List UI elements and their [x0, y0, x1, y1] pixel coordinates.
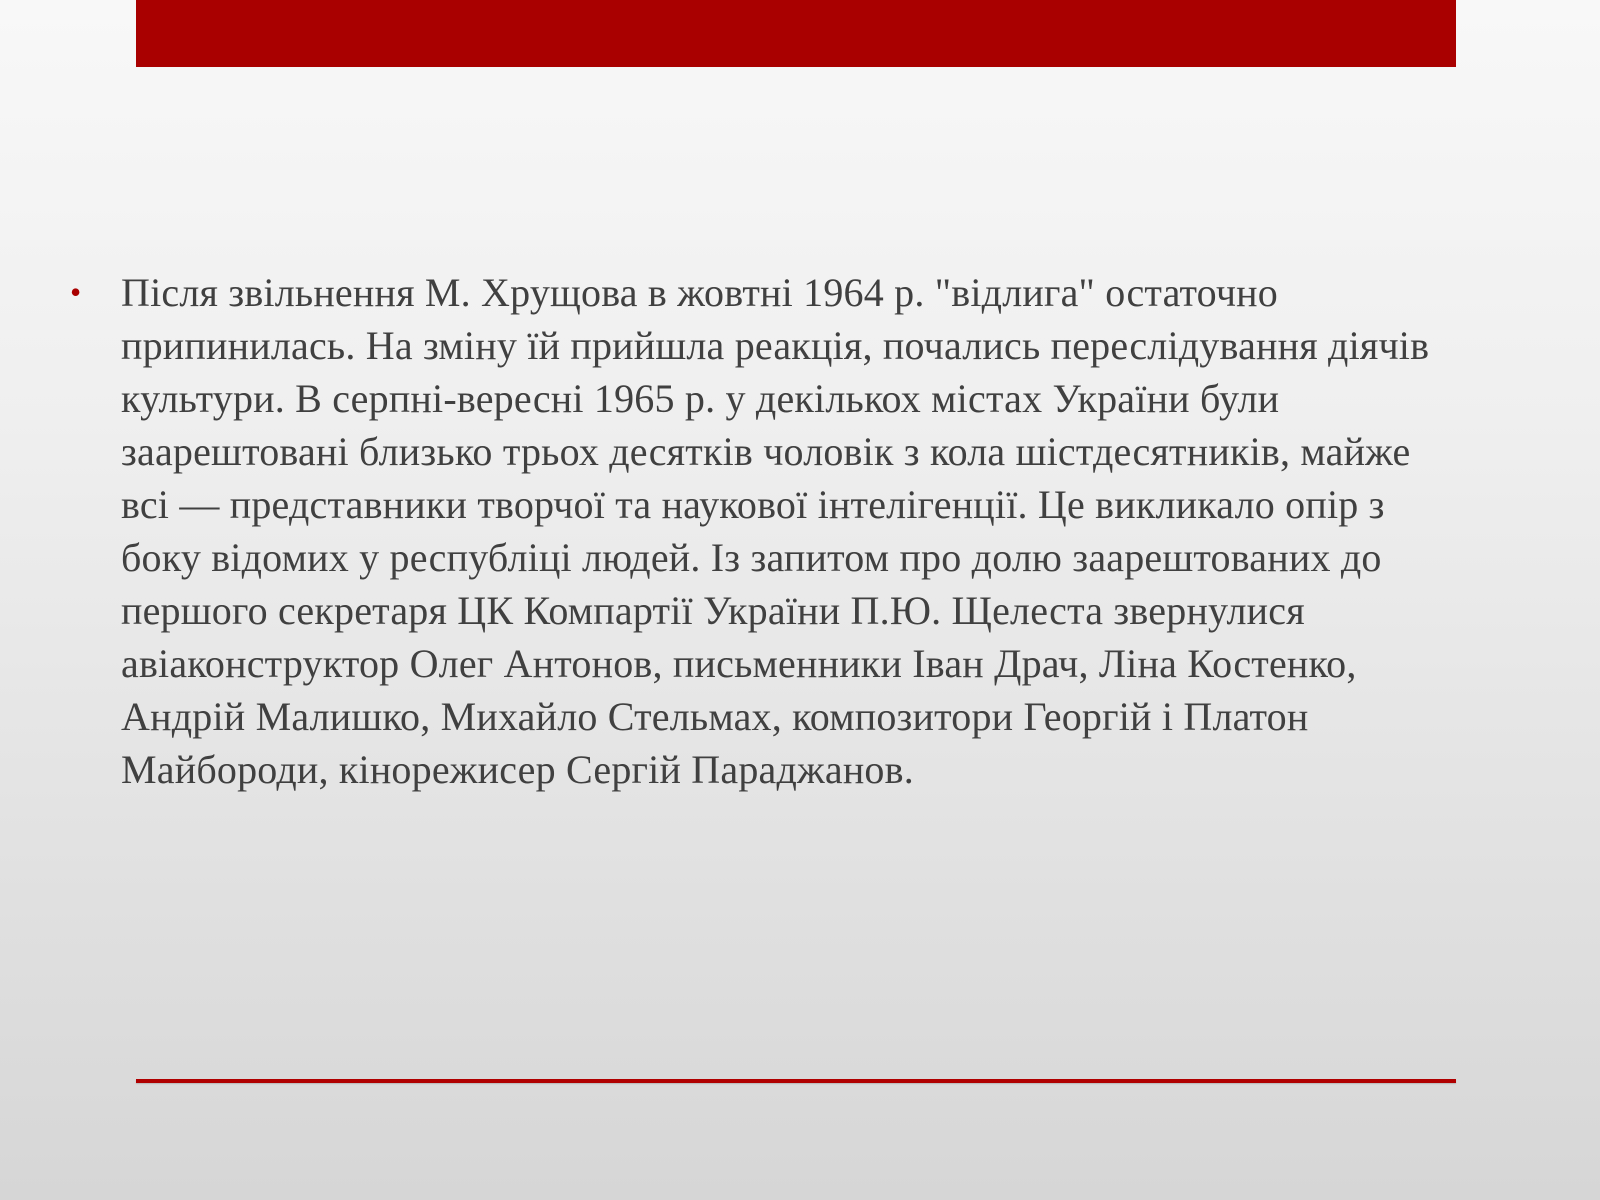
bullet-list	[70, 266, 1450, 796]
bullet-item	[70, 266, 1450, 796]
bullet-marker-icon: •	[70, 274, 82, 310]
bullet-text: Після звільнення М. Хрущова в жовтні 1964 р. "відлига" остаточно припинилась. На зміну їй прийшла реакція, почались переслідування діячів культури. В серпні-вересні 1965 р. у декількох містах України були заарештовані близько трьох десятків чоловік з кола шістдесятників, майже всі — представники творчої та наукової інтелігенції. Це викликало опір з боку відомих у республіці людей. Із запитом про долю заарештованих до першого секретаря ЦК Компартії України П.Ю. Щелеста звернулися авіаконструктор Олег Антонов, письменники Іван Драч, Ліна Костенко, Андрій Малишко, Михайло Стельмах, композитори Георгій і Платон Майбороди, кінорежисер Сергій Параджанов.	[121, 270, 1430, 792]
top-accent-bar	[136, 0, 1456, 67]
bottom-accent-rule	[136, 1079, 1456, 1083]
slide-content	[70, 266, 1450, 796]
